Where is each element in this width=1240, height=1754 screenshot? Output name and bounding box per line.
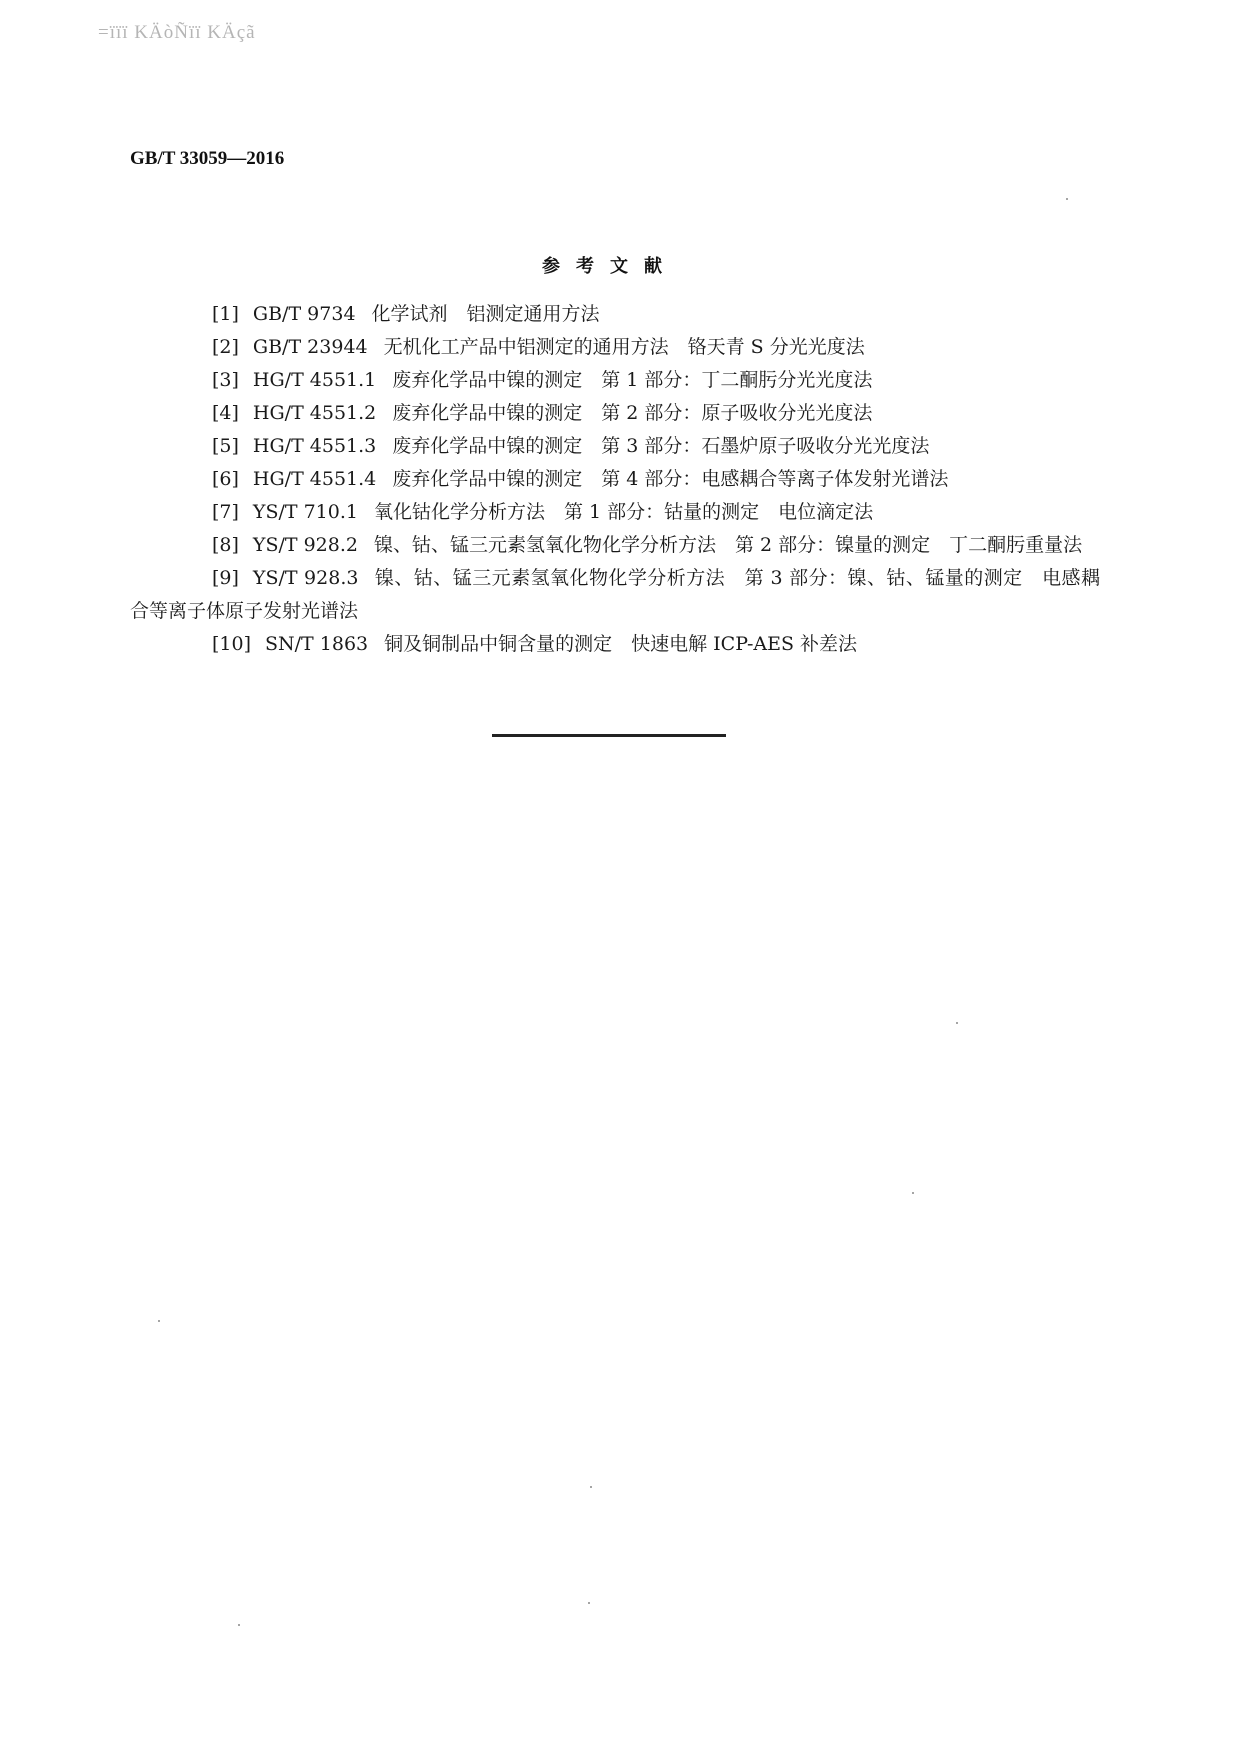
reference-code: YS/T 710.1	[252, 501, 358, 523]
scan-speck	[1066, 198, 1068, 200]
reference-number: [3]	[212, 369, 239, 391]
reference-item	[130, 463, 1100, 496]
reference-item	[130, 430, 1100, 463]
scan-speck	[590, 1486, 592, 1488]
reference-number: [4]	[212, 402, 239, 424]
reference-item	[130, 496, 1100, 529]
reference-item	[130, 397, 1100, 430]
reference-number: [1]	[212, 303, 239, 325]
scan-speck	[588, 1602, 590, 1604]
reference-title: 镍、钴、锰三元素氢氧化物化学分析方法 第 2 部分：镍量的测定 丁二酮肟重量法	[374, 534, 1083, 556]
reference-title: 废弃化学品中镍的测定 第 1 部分：丁二酮肟分光光度法	[392, 369, 873, 391]
watermark-text: =ïïï KÄòÑïï KÄçã	[98, 22, 256, 43]
reference-number: [9]	[212, 567, 239, 589]
reference-code: GB/T 23944	[252, 336, 368, 358]
reference-number: [8]	[212, 534, 239, 556]
reference-title: 无机化工产品中铝测定的通用方法 铬天青 S 分光光度法	[383, 336, 865, 358]
reference-item	[130, 529, 1100, 562]
reference-title: 铜及铜制品中铜含量的测定 快速电解 ICP-AES 补差法	[384, 633, 858, 655]
reference-item	[130, 298, 1100, 331]
end-of-document-rule	[492, 734, 726, 737]
reference-title: 氧化钴化学分析方法 第 1 部分：钴量的测定 电位滴定法	[374, 501, 874, 523]
reference-number: [7]	[212, 501, 239, 523]
reference-title: 废弃化学品中镍的测定 第 3 部分：石墨炉原子吸收分光光度法	[392, 435, 930, 457]
section-title: 参考文献	[542, 256, 678, 277]
reference-number: [6]	[212, 468, 239, 490]
scan-speck	[912, 1192, 914, 1194]
reference-code: YS/T 928.2	[252, 534, 358, 556]
reference-code: YS/T 928.3	[252, 567, 359, 589]
scan-speck	[238, 1624, 240, 1626]
reference-code: SN/T 1863	[265, 633, 369, 655]
reference-title: 废弃化学品中镍的测定 第 2 部分：原子吸收分光光度法	[392, 402, 873, 424]
reference-number: [10]	[212, 633, 252, 655]
reference-title: 化学试剂 铝测定通用方法	[371, 303, 600, 325]
reference-number: [2]	[212, 336, 239, 358]
reference-title: 废弃化学品中镍的测定 第 4 部分：电感耦合等离子体发射光谱法	[392, 468, 949, 490]
reference-item	[130, 628, 1100, 661]
reference-number: [5]	[212, 435, 239, 457]
reference-code: HG/T 4551.4	[252, 468, 377, 490]
reference-code: HG/T 4551.2	[252, 402, 377, 424]
scan-speck	[956, 1022, 958, 1024]
reference-item	[130, 364, 1100, 397]
reference-title: 镍、钴、锰三元素氢氧化物化学分析方法 第 3 部分：镍、钴、锰量的测定 电感耦合等离子体原子发射光谱法	[130, 567, 1100, 622]
reference-item	[130, 331, 1100, 364]
reference-code: GB/T 9734	[252, 303, 356, 325]
scan-speck	[158, 1320, 160, 1322]
reference-list	[130, 298, 1100, 661]
reference-item	[130, 562, 1100, 628]
reference-code: HG/T 4551.1	[252, 369, 377, 391]
reference-code: HG/T 4551.3	[252, 435, 377, 457]
standard-code-header: GB/T 33059—2016	[130, 148, 285, 169]
